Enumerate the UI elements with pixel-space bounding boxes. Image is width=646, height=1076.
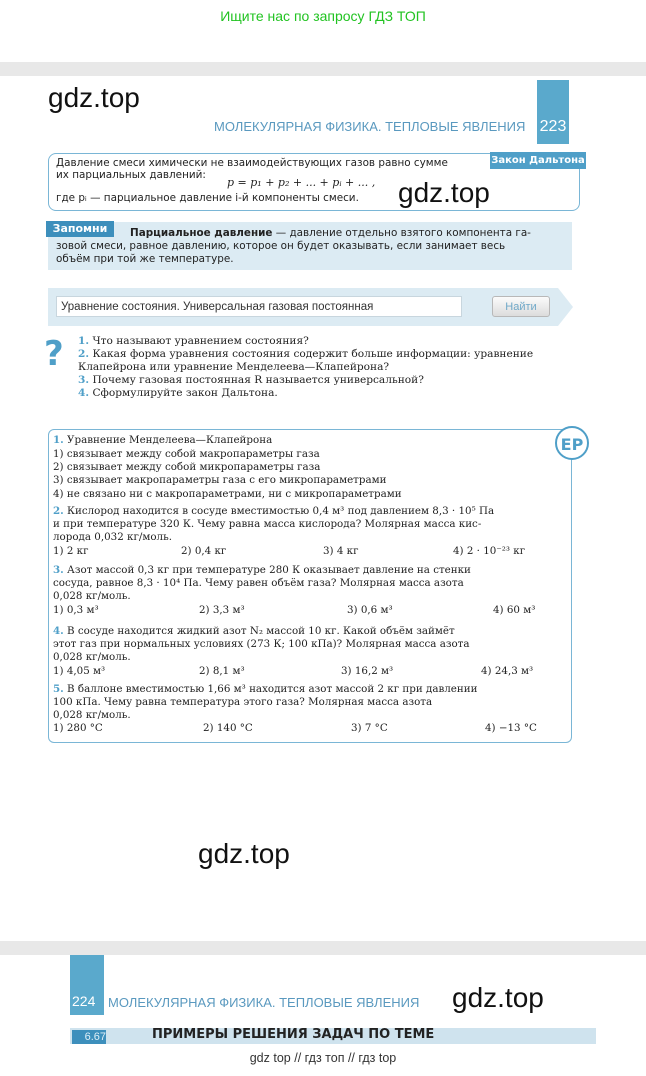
- quiz-q1-title: [53, 434, 272, 446]
- bottom-link[interactable]: гдз top: [358, 1051, 397, 1065]
- quiz-question-text: Уравнение Менделеева—Клапейрона: [67, 434, 273, 446]
- quiz-q1-option: 2) связывает между собой микропараметры газа: [53, 461, 321, 473]
- quiz-q5-line: 0,028 кг/моль.: [53, 709, 131, 721]
- question-2: [78, 348, 533, 360]
- quiz-q2-line: и при температуре 320 К. Чему равна масса кислорода? Молярная масса кис-: [53, 518, 482, 530]
- dalton-text-line3: где pᵢ — парциальное давление i-й компоненты смеси.: [56, 192, 359, 204]
- search-panel-arrow: [558, 288, 573, 326]
- quiz-q4-line: этот газ при нормальных условиях (273 К; 100 кПа)? Молярная масса азота: [53, 638, 470, 650]
- question-text: Что называют уравнением состояния?: [92, 335, 309, 347]
- quiz-number: 3.: [53, 564, 64, 576]
- quiz-option: 3) 0,6 м³: [347, 604, 393, 616]
- search-button[interactable]: Найти: [492, 296, 550, 317]
- remember-line1-text: — давление отдельно взятого компонента га-: [272, 227, 531, 239]
- quiz-q1-option: 4) не связано ни с макропараметрами, ни с микропараметрами: [53, 488, 402, 500]
- watermark: gdz.top: [48, 82, 140, 113]
- page-number-badge: [537, 80, 569, 144]
- page-number-badge: [70, 955, 104, 1015]
- quiz-option: 2) 8,1 м³: [199, 665, 245, 677]
- quiz-question-text: В баллоне вместимостью 1,66 м³ находится азот массой 2 кг при давлении: [67, 683, 478, 695]
- quiz-q3-line: [53, 564, 471, 576]
- question-number: 3.: [78, 374, 90, 386]
- link-separator: //: [347, 1051, 355, 1065]
- question-4: [78, 387, 278, 399]
- quiz-option: 1) 4,05 м³: [53, 665, 106, 677]
- remember-term: Парциальное давление: [130, 227, 273, 239]
- dalton-text-line2: их парциальных давлений:: [56, 169, 206, 181]
- quiz-question-text: Азот массой 0,3 кг при температуре 280 К оказывает давление на стенки: [67, 564, 471, 576]
- question-3: [78, 374, 424, 386]
- question-text: Какая форма уравнения состояния содержит больше информации: уравнение: [92, 348, 534, 360]
- quiz-option: 2) 140 °С: [203, 722, 253, 734]
- quiz-q5-line: [53, 683, 477, 695]
- quiz-option: 1) 0,3 м³: [53, 604, 99, 616]
- remember-tag: Запомни: [46, 221, 114, 237]
- bottom-links: [0, 1051, 646, 1065]
- question-1: [78, 335, 309, 347]
- search-input[interactable]: Уравнение состояния. Универсальная газовая постоянная: [56, 296, 462, 317]
- question-text: Сформулируйте закон Дальтона.: [92, 387, 278, 399]
- top-banner-link[interactable]: Ищите нас по запросу ГДЗ ТОП: [220, 8, 426, 24]
- watermark: gdz.top: [198, 838, 290, 869]
- quiz-number: 2.: [53, 505, 64, 517]
- quiz-option: 1) 2 кг: [53, 545, 89, 557]
- quiz-option: 4) 2 · 10⁻²³ кг: [453, 545, 526, 557]
- quiz-number: 1.: [53, 434, 64, 446]
- page-number: 223: [539, 118, 567, 135]
- quiz-option: 3) 4 кг: [323, 545, 359, 557]
- question-2-cont: Клапейрона или уравнение Менделеева—Клапейрона?: [78, 361, 390, 373]
- quiz-question-text: Кислород находится в сосуде вместимостью 0,4 м³ под давлением 8,3 · 10⁵ Па: [67, 505, 495, 517]
- quiz-option: 1) 280 °С: [53, 722, 103, 734]
- electronic-resource-icon: ЕР: [555, 426, 589, 460]
- quiz-option: 4) −13 °С: [485, 722, 537, 734]
- quiz-q3-line: 0,028 кг/моль.: [53, 590, 131, 602]
- question-number: 2.: [78, 348, 90, 360]
- quiz-q1-option: 3) связывает макропараметры газа с его микропараметрами: [53, 474, 387, 486]
- quiz-number: 5.: [53, 683, 64, 695]
- question-text: Почему газовая постоянная R называется универсальной?: [92, 374, 424, 386]
- watermark: gdz.top: [398, 177, 490, 208]
- quiz-q1-option: 1) связывает между собой макропараметры газа: [53, 448, 320, 460]
- question-number: 4.: [78, 387, 90, 399]
- remember-line3: объём при той же температуре.: [56, 253, 234, 265]
- quiz-q4-line: 0,028 кг/моль.: [53, 651, 131, 663]
- section-number: 6.67: [72, 1030, 106, 1044]
- quiz-q3-line: сосуда, равное 8,3 · 10⁴ Па. Чему равен объём газа? Молярная масса азота: [53, 577, 464, 589]
- quiz-q2-line: лорода 0,032 кг/моль.: [53, 531, 172, 543]
- watermark: gdz.top: [452, 982, 544, 1013]
- quiz-option: 4) 24,3 м³: [481, 665, 534, 677]
- quiz-q4-line: [53, 625, 455, 637]
- question-number: 1.: [78, 335, 90, 347]
- quiz-q2-line: [53, 505, 494, 517]
- dalton-formula: p = p₁ + p₂ + ... + pᵢ + ... ,: [227, 176, 376, 189]
- dalton-law-tag: Закон Дальтона: [490, 152, 586, 169]
- bottom-link[interactable]: гдз топ: [304, 1051, 345, 1065]
- quiz-number: 4.: [53, 625, 64, 637]
- dalton-text-line1: Давление смеси химически не взаимодействующих газов равно сумме: [56, 157, 448, 169]
- quiz-option: 3) 7 °С: [351, 722, 388, 734]
- page-number: 224: [72, 993, 96, 1009]
- quiz-option: 2) 3,3 м³: [199, 604, 245, 616]
- quiz-option: 2) 0,4 кг: [181, 545, 227, 557]
- quiz-q5-line: 100 кПа. Чему равна температура этого газа? Молярная масса азота: [53, 696, 433, 708]
- remember-line1: [130, 227, 531, 239]
- quiz-option: 4) 60 м³: [493, 604, 536, 616]
- next-page-header-title: МОЛЕКУЛЯРНАЯ ФИЗИКА. ТЕПЛОВЫЕ ЯВЛЕНИЯ: [108, 995, 420, 1010]
- remember-line2: зовой смеси, равное давлению, которое он будет оказывать, если занимает весь: [56, 240, 506, 252]
- quiz-option: 3) 16,2 м³: [341, 665, 394, 677]
- quiz-question-text: В сосуде находится жидкий азот N₂ массой 10 кг. Какой объём займёт: [67, 625, 455, 637]
- bottom-link[interactable]: gdz top: [249, 1051, 291, 1065]
- page-header-title: МОЛЕКУЛЯРНАЯ ФИЗИКА. ТЕПЛОВЫЕ ЯВЛЕНИЯ: [214, 119, 526, 134]
- question-mark-icon: ?: [44, 334, 64, 374]
- section-title: ПРИМЕРЫ РЕШЕНИЯ ЗАДАЧ ПО ТЕМЕ: [152, 1027, 435, 1042]
- link-separator: //: [294, 1051, 302, 1065]
